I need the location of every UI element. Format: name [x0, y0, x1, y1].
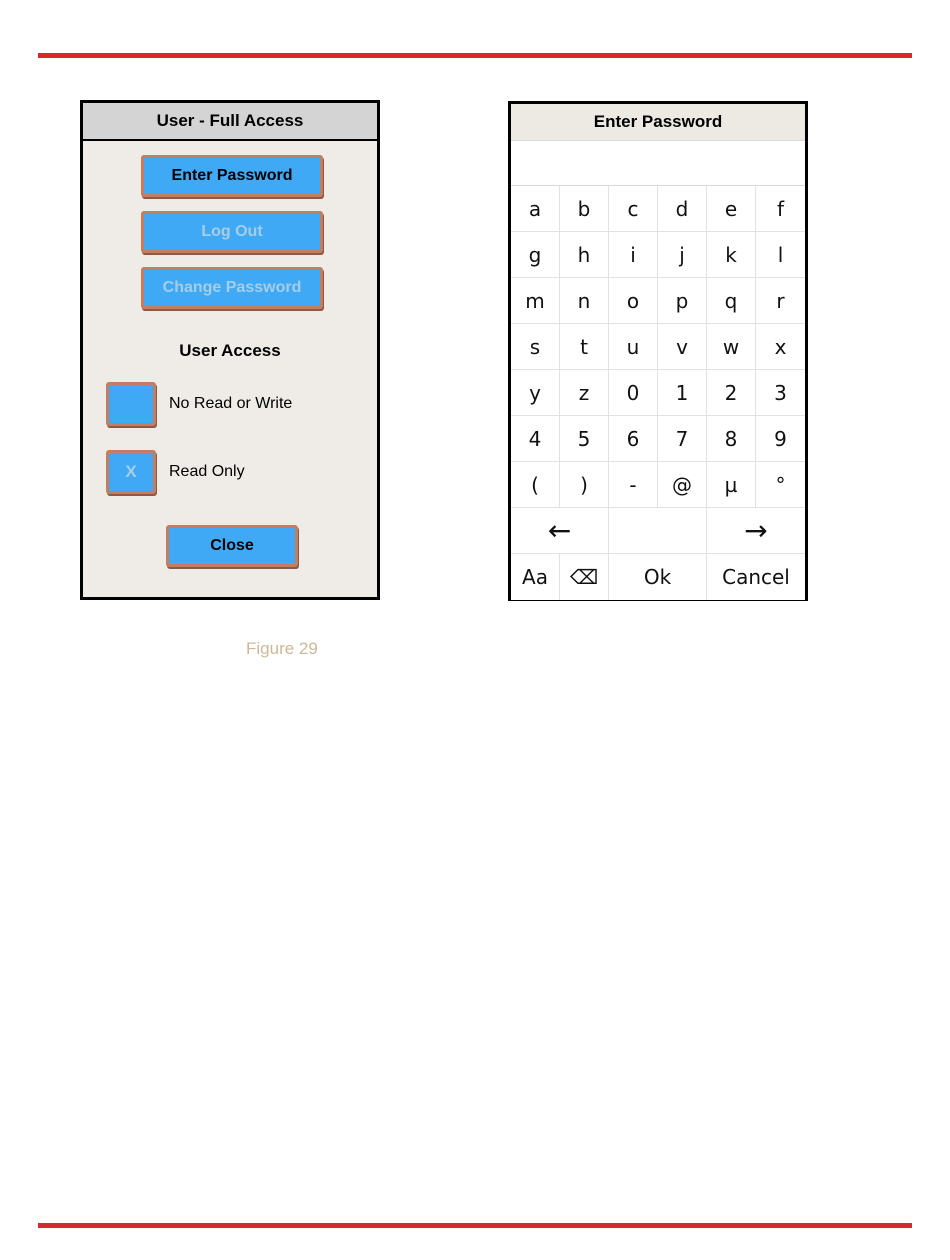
key-38[interactable]: -: [609, 462, 658, 508]
change-password-button[interactable]: Change Password: [141, 267, 323, 309]
key-16[interactable]: q: [707, 278, 756, 324]
key-35[interactable]: 9: [756, 416, 805, 462]
no-read-write-label: No Read or Write: [169, 395, 293, 412]
key-12[interactable]: m: [511, 278, 560, 324]
key-11[interactable]: l: [756, 232, 805, 278]
key-26[interactable]: 0: [609, 370, 658, 416]
close-button[interactable]: Close: [166, 525, 298, 567]
key-7[interactable]: h: [560, 232, 609, 278]
key-37[interactable]: ): [560, 462, 609, 508]
ok-button[interactable]: Ok: [609, 554, 707, 600]
user-access-dialog: [80, 100, 380, 600]
log-out-button[interactable]: Log Out: [141, 211, 323, 253]
keyboard-title: Enter Password: [511, 104, 805, 141]
key-27[interactable]: 1: [658, 370, 707, 416]
key-36[interactable]: (: [511, 462, 560, 508]
key-grid: [511, 186, 805, 508]
case-toggle-key[interactable]: Aa: [511, 554, 560, 600]
key-10[interactable]: k: [707, 232, 756, 278]
arrow-row: [511, 508, 805, 554]
figure-caption: Figure 29: [246, 639, 318, 658]
key-41[interactable]: °: [756, 462, 805, 508]
blank-key: [609, 508, 707, 554]
backspace-icon[interactable]: ⌫: [560, 554, 609, 600]
key-3[interactable]: d: [658, 186, 707, 232]
key-6[interactable]: g: [511, 232, 560, 278]
enter-password-button[interactable]: Enter Password: [141, 155, 323, 197]
key-15[interactable]: p: [658, 278, 707, 324]
key-13[interactable]: n: [560, 278, 609, 324]
key-21[interactable]: v: [658, 324, 707, 370]
key-31[interactable]: 5: [560, 416, 609, 462]
bottom-divider: [38, 1223, 912, 1228]
action-row: [511, 554, 805, 600]
key-5[interactable]: f: [756, 186, 805, 232]
key-30[interactable]: 4: [511, 416, 560, 462]
key-4[interactable]: e: [707, 186, 756, 232]
key-8[interactable]: i: [609, 232, 658, 278]
no-read-write-checkbox[interactable]: [106, 382, 156, 426]
password-input[interactable]: [511, 141, 805, 186]
key-28[interactable]: 2: [707, 370, 756, 416]
key-19[interactable]: t: [560, 324, 609, 370]
key-25[interactable]: z: [560, 370, 609, 416]
key-24[interactable]: y: [511, 370, 560, 416]
cancel-button[interactable]: Cancel: [707, 554, 805, 600]
key-22[interactable]: w: [707, 324, 756, 370]
key-23[interactable]: x: [756, 324, 805, 370]
key-39[interactable]: @: [658, 462, 707, 508]
key-1[interactable]: b: [560, 186, 609, 232]
key-40[interactable]: µ: [707, 462, 756, 508]
right-arrow-icon[interactable]: →: [707, 508, 805, 554]
user-access-heading: User Access: [179, 341, 281, 360]
key-2[interactable]: c: [609, 186, 658, 232]
read-only-checkbox[interactable]: X: [106, 450, 156, 494]
key-9[interactable]: j: [658, 232, 707, 278]
key-33[interactable]: 7: [658, 416, 707, 462]
key-0[interactable]: a: [511, 186, 560, 232]
top-divider: [38, 53, 912, 58]
key-34[interactable]: 8: [707, 416, 756, 462]
key-32[interactable]: 6: [609, 416, 658, 462]
password-keyboard-dialog: [508, 101, 808, 601]
key-18[interactable]: s: [511, 324, 560, 370]
left-arrow-icon[interactable]: ←: [511, 508, 609, 554]
key-17[interactable]: r: [756, 278, 805, 324]
read-only-label: Read Only: [169, 463, 245, 480]
key-20[interactable]: u: [609, 324, 658, 370]
key-14[interactable]: o: [609, 278, 658, 324]
dialog-title: User - Full Access: [83, 103, 377, 141]
key-29[interactable]: 3: [756, 370, 805, 416]
